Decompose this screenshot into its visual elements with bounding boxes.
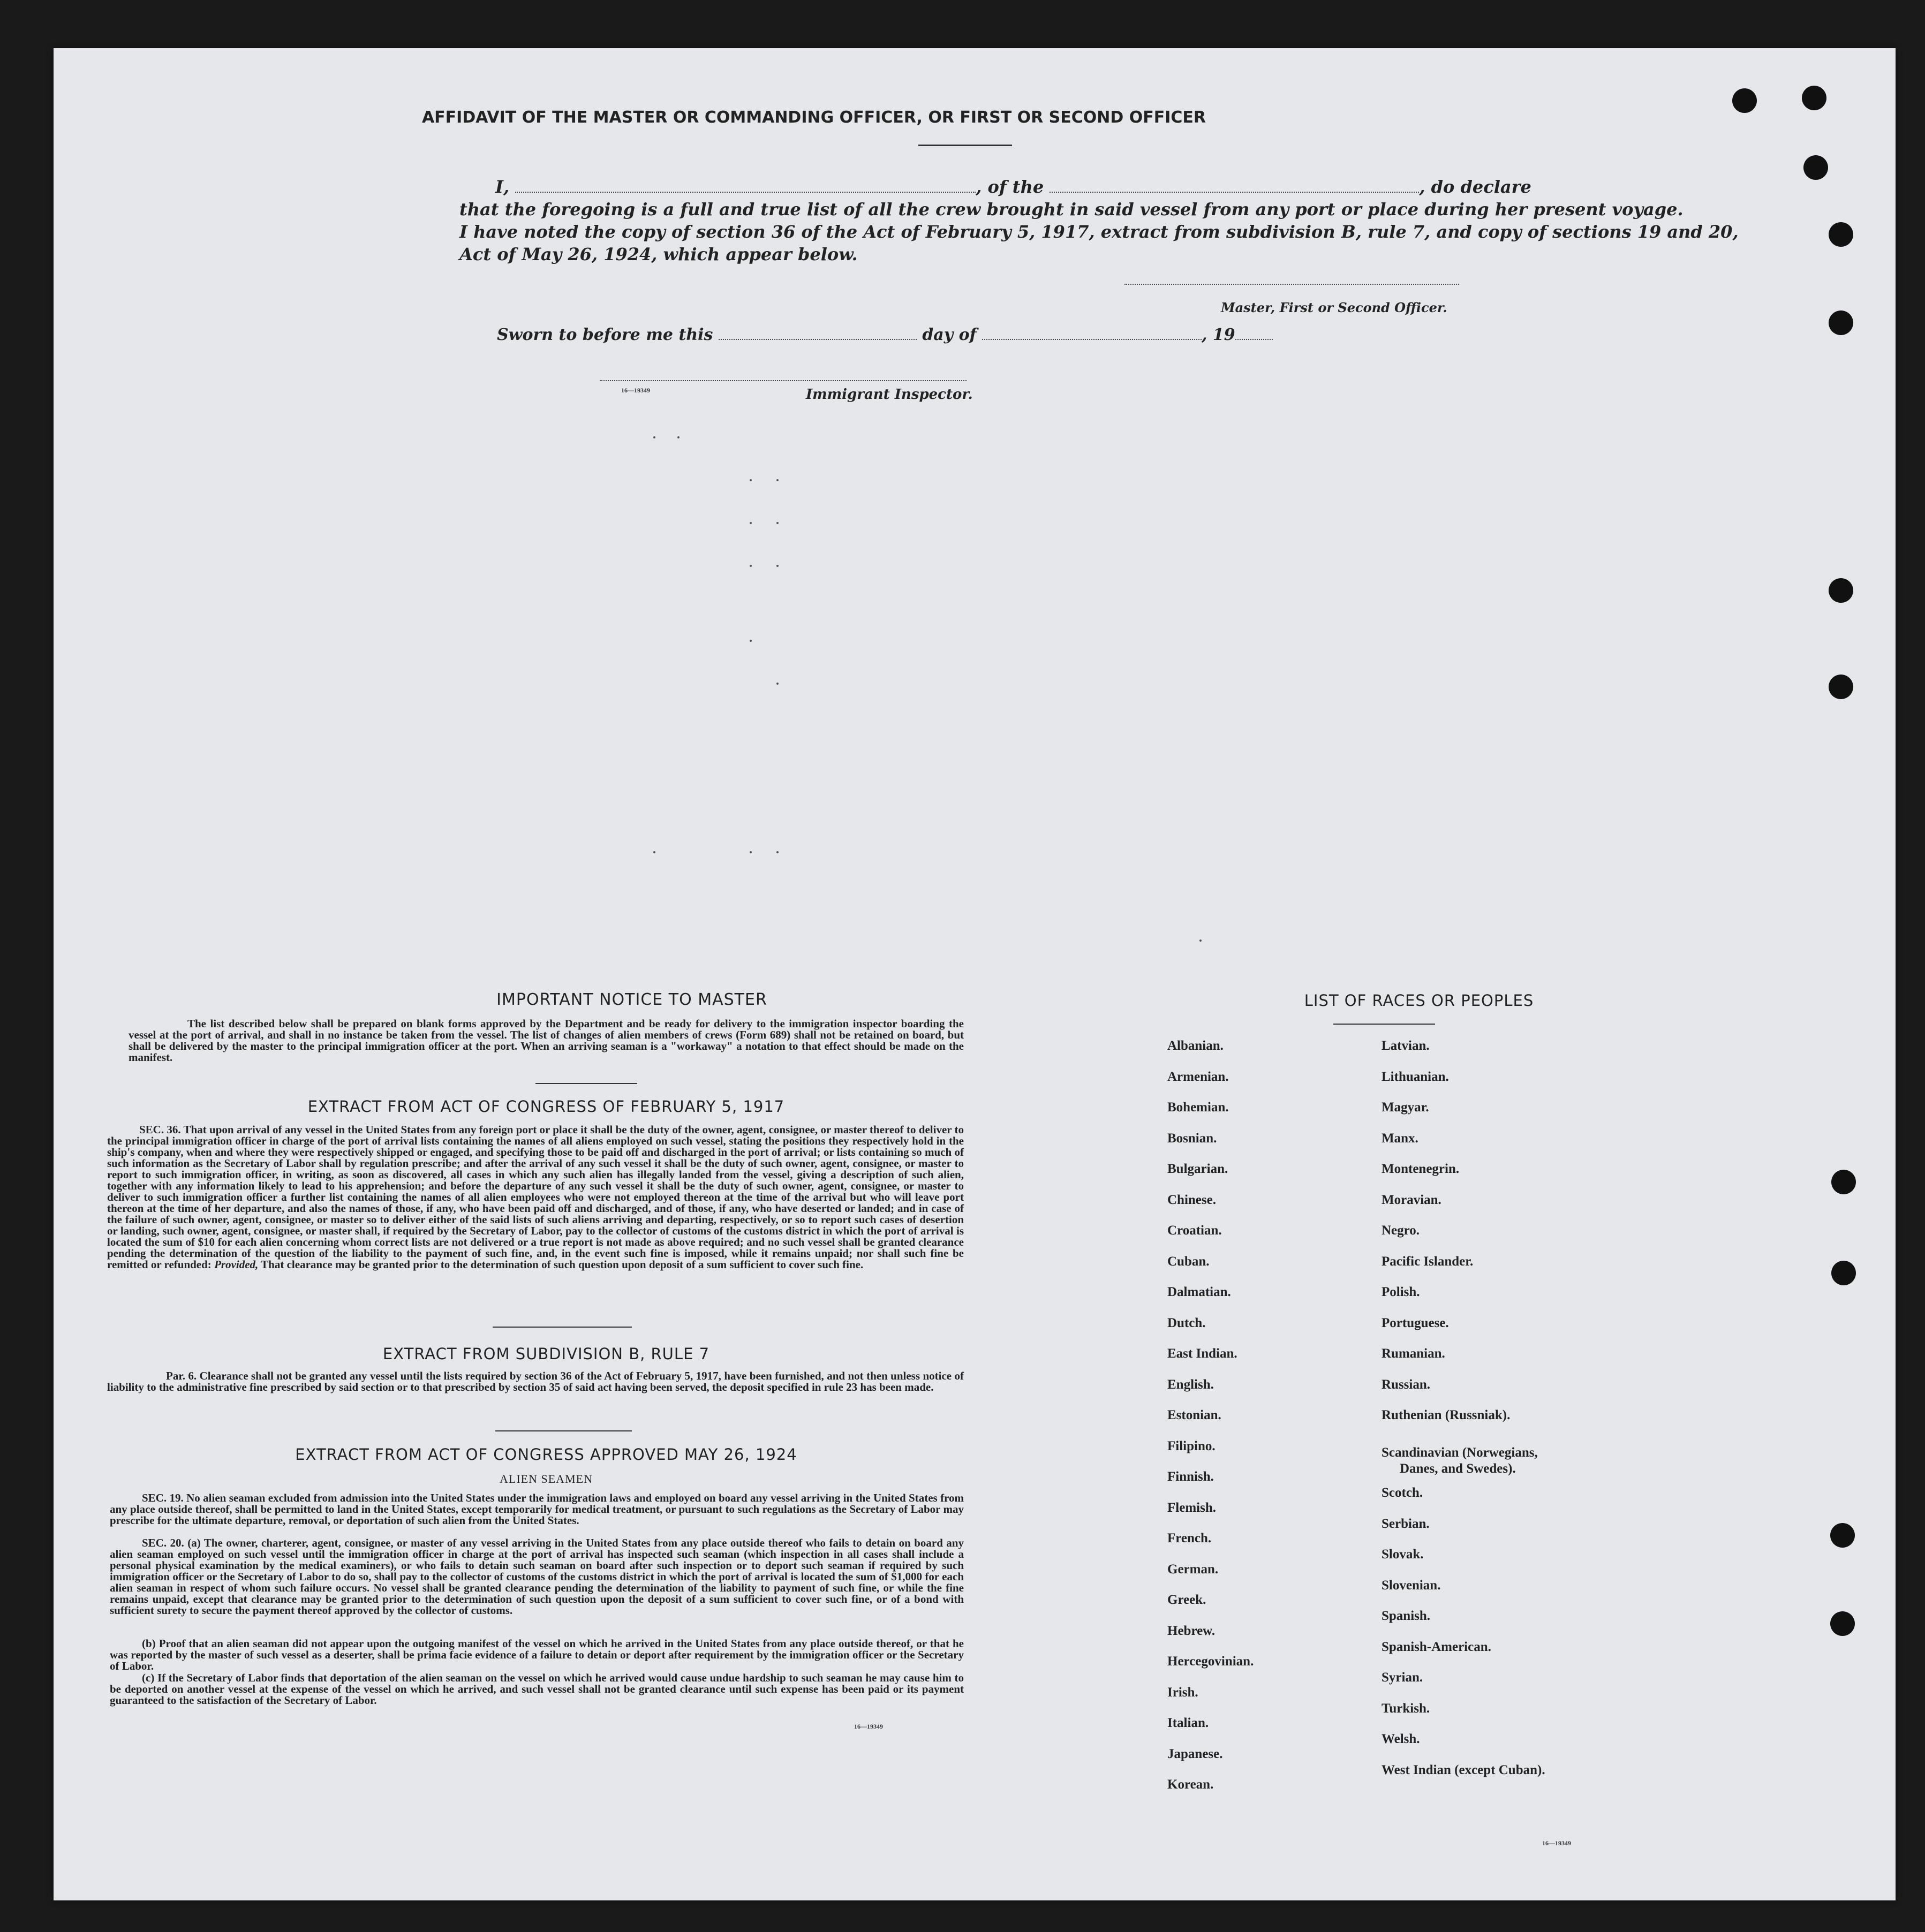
race-list-item: Negro. [1382, 1223, 1420, 1238]
inspector-label: Immigrant Inspector. [806, 387, 973, 403]
sworn-month-field[interactable] [982, 339, 1202, 340]
sec-20a-body: SEC. 20. (a) The owner, charterer, agent, consignee, or master of any vessel arriving in the United States from any place outside thereof who fails to detain on board any alien seaman employed on such vessel until the immigration officer in charge at the port of arrival has inspected such seaman (which inspection in all cases shall include a personal physical examination by the medical examiners), or who fails to detain such seaman on board after such inspection or to deport such seaman if required by such immigration officer or the Secretary of Labor to do so, shall pay to the collector of customs of the customs district in which the port of arrival is located the sum of $1,000 for each alien seaman in respect of whom such failure occurs. No vessel shall be granted clearance pending the determination of the liability to payment of such fine, or while the fine remains unpaid, except that clearance may be granted prior to the determination of such question upon the deposit of a sum sufficient to cover such fine, or of a bond with sufficient surety to secure the payment thereof approved by the collector of customs. [110, 1536, 964, 1617]
races-form-number: 16—19349 [1542, 1839, 1571, 1847]
race-list-item: Lithuanian. [1382, 1069, 1449, 1084]
notice-body: The list described below shall be prepared on blank forms approved by the Department and be ready for delivery to the immigration inspector boarding the vessel at the port of arrival, and shall in no instance be taken from the vessel. The list of changes of alien members of crews (Form 689) shall not be retained on board, but shall be delivered by the master to the principal immigration officer at the port. When an arriving seaman is a "workaway" a notation to that effect should be made on the manifest. [129, 1017, 964, 1064]
race-list-item: Scandinavian (Norwegians, [1382, 1445, 1538, 1460]
race-list-item: Latvian. [1382, 1039, 1430, 1053]
race-list-item: Russian. [1382, 1377, 1431, 1392]
vessel-field[interactable] [1050, 192, 1419, 193]
race-list-item: Moravian. [1382, 1192, 1441, 1207]
signature-field[interactable] [1124, 284, 1459, 285]
race-list-item: Chinese. [1167, 1192, 1216, 1207]
rule-7-divider [495, 1430, 632, 1431]
notice-title: IMPORTANT NOTICE TO MASTER [496, 990, 767, 1009]
race-list-item: Syrian. [1382, 1670, 1423, 1685]
extract-1917-body [107, 1124, 964, 1270]
race-list-item: Bohemian. [1167, 1100, 1229, 1115]
race-list-item: Korean. [1167, 1777, 1214, 1792]
sec-20b-body: (b) Proof that an alien seaman did not appear upon the outgoing manifest of the vessel on which he arrived in the United States from any place outside thereof, or that he was reported by the master of such vessel as a deserter, shall be prima facie evidence of a failure to detain or deport after requirement by the immigration officer or the Secretary of Labor. [110, 1637, 964, 1672]
document-sheet [54, 48, 1896, 1900]
punch-hole [1831, 1261, 1856, 1285]
race-list-item: Portuguese. [1382, 1315, 1449, 1330]
punch-hole [1830, 1611, 1855, 1636]
race-list-item: Croatian. [1167, 1223, 1222, 1238]
sworn-year-field[interactable] [1235, 339, 1273, 340]
punch-hole [1829, 310, 1853, 335]
races-right-column [1382, 1039, 1649, 1842]
race-list-item: Magyar. [1382, 1100, 1429, 1115]
race-list-item: Welsh. [1382, 1732, 1420, 1746]
sec-19-body: SEC. 19. No alien seaman excluded from admission into the United States under the immigration laws and employed on board any vessel arriving in the United States from any place outside thereof, shall be permitted to land in the United States, except temporarily for medical treatment, or pursuant to such regulations as the Secretary of Labor may prescribe for the ultimate departure, removal, or deportation of such alien from the United States. [110, 1491, 964, 1527]
punch-hole [1829, 222, 1853, 247]
race-list-item: Montenegrin. [1382, 1162, 1460, 1176]
race-list-item: Hercegovinian. [1167, 1654, 1254, 1669]
punch-hole [1829, 675, 1853, 699]
races-title: LIST OF RACES OR PEOPLES [1304, 991, 1534, 1010]
punch-hole [1830, 1523, 1855, 1548]
affidavit-line2: that the foregoing is a full and true list of all the crew brought in said vessel from any port or place during her present voyage. [459, 199, 1684, 219]
race-list-item: French. [1167, 1531, 1212, 1545]
race-list-item: Cuban. [1167, 1254, 1210, 1269]
punch-hole [1802, 86, 1826, 110]
race-list-item: Ruthenian (Russniak). [1382, 1408, 1511, 1422]
rule-7-title: EXTRACT FROM SUBDIVISION B, RULE 7 [382, 1345, 710, 1363]
extract-1924-title: EXTRACT FROM ACT OF CONGRESS APPROVED MAY 26, 1924 [295, 1445, 797, 1464]
race-list-item: Danes, and Swedes). [1400, 1461, 1516, 1476]
signature-label: Master, First or Second Officer. [1221, 300, 1447, 315]
punch-hole [1803, 155, 1828, 180]
race-list-item: Greek. [1167, 1593, 1206, 1607]
race-list-item: Estonian. [1167, 1408, 1221, 1422]
race-list-item: Spanish-American. [1382, 1639, 1491, 1654]
race-list-item: Japanese. [1167, 1746, 1223, 1761]
race-list-item: German. [1167, 1562, 1219, 1577]
sworn-day-field[interactable] [719, 339, 917, 340]
notice-divider [535, 1083, 637, 1084]
race-list-item: Slovenian. [1382, 1578, 1441, 1593]
race-list-item: Bulgarian. [1167, 1162, 1228, 1176]
race-list-item: Hebrew. [1167, 1623, 1216, 1638]
extract-1924-subtitle: ALIEN SEAMEN [500, 1472, 593, 1486]
races-left-column [1167, 1039, 1360, 1842]
affidavit-line4: Act of May 26, 1924, which appear below. [459, 244, 858, 264]
race-list-item: Italian. [1167, 1716, 1209, 1730]
race-list-item: Serbian. [1382, 1516, 1430, 1531]
name-field[interactable] [515, 192, 976, 193]
race-list-item: East Indian. [1167, 1346, 1237, 1361]
race-list-item: Spanish. [1382, 1609, 1431, 1623]
extract-1917-text: SEC. 36. That upon arrival of any vessel in the United States from any foreign port or place it shall be the duty of the owner, agent, consignee, or master thereof to deliver to the principal immigration officer in charge of the port of arrival lists containing the names of all aliens employed on such vessel, stating the positions they respectively hold in the ship's company, when and where they were respectively shipped or engaged, and specifying those to be paid off and discharged in the port of arrival; or lists containing so much of such information as the Secretary of Labor shall by regulation prescribe; and after the arrival of any such vessel it shall be the duty of such owner, agent, consignee, or master to report to such immigration officer, in writing, as soon as discovered, all cases in which any such alien has illegally landed from the vessel, giving a description of such alien, together with any information likely to lead to his apprehension; and before the departure of any such vessel it shall be the duty of such owner, agent, consignee, or master to deliver to such immigration officer a further list containing the names of all alien employees who were not employed thereon at the time of the arrival but who will leave port thereon at the time of her departure, and also the names of those, if any, who have been paid off and discharged, and of those, if any, who have deserted or landed; and in case of the failure of such owner, agent, consignee, or master so to deliver either of the said lists of such aliens arriving and departing, respectively, or so to report such cases of desertion or landing, such owner, agent, consignee, or master shall, if required by the Secretary of Labor, pay to the collector of customs of the customs district in which the port of arrival is located the sum of $10 for each alien concerning whom correct lists are not delivered or a true report is not made as above required; and no such vessel shall be granted clearance pending the determination of the question of the liability to the payment of such fine, and, in the event such fine is imposed, while it remains unpaid; nor shall such fine be remitted or refunded: [107, 1123, 964, 1271]
race-list-item: West Indian (except Cuban). [1382, 1762, 1545, 1777]
race-list-item: Polish. [1382, 1285, 1420, 1299]
punch-hole [1732, 88, 1757, 113]
race-list-item: Filipino. [1167, 1438, 1216, 1453]
extract-1917-proviso: Provided, [214, 1258, 259, 1271]
race-list-item: Scotch. [1382, 1486, 1423, 1500]
race-list-item: Bosnian. [1167, 1131, 1217, 1146]
extract-1924-form-number: 16—19349 [854, 1723, 883, 1730]
title-divider [918, 145, 1012, 146]
race-list-item: Dutch. [1167, 1315, 1206, 1330]
race-list-item: Dalmatian. [1167, 1285, 1231, 1299]
race-list-item: Flemish. [1167, 1500, 1216, 1515]
extract-1917-divider [493, 1327, 632, 1328]
race-list-item: Turkish. [1382, 1701, 1430, 1716]
race-list-item: Irish. [1167, 1685, 1198, 1700]
inspector-signature-field[interactable] [600, 380, 967, 381]
race-list-item: Finnish. [1167, 1469, 1214, 1484]
affidavit-title: AFFIDAVIT OF THE MASTER OR COMMANDING OFFICER, OR FIRST OR SECOND OFFICER [421, 108, 1206, 127]
day-of-label: day of [922, 325, 977, 344]
affidavit-line1 [495, 177, 1539, 197]
affidavit-line3: I have noted the copy of section 36 of the Act of February 5, 1917, extract from subdivision B, rule 7, and copy of sections 19 and 20, [459, 222, 1739, 242]
race-list-item: English. [1167, 1377, 1214, 1392]
race-list-item: Rumanian. [1382, 1346, 1445, 1361]
race-list-item: Manx. [1382, 1131, 1418, 1146]
punch-hole [1831, 1170, 1856, 1194]
race-list-item: Pacific Islander. [1382, 1254, 1474, 1269]
affidavit-form-number: 16—19349 [621, 387, 650, 394]
extract-1917-text-end: That clearance may be granted prior to the determination of such question upon deposit of a sum sufficient to cover such fine. [261, 1258, 864, 1271]
extract-1917-title: EXTRACT FROM ACT OF CONGRESS OF FEBRUARY 5, 1917 [307, 1097, 785, 1116]
affidavit-i-label: I, [495, 177, 510, 197]
punch-hole [1829, 578, 1853, 603]
race-list-item: Slovak. [1382, 1547, 1424, 1562]
sworn-label: Sworn to before me this [497, 325, 713, 344]
race-list-item: Albanian. [1167, 1039, 1224, 1053]
sworn-line [497, 325, 1300, 344]
race-list-item: Armenian. [1167, 1069, 1229, 1084]
sec-20c-body: (c) If the Secretary of Labor finds that deportation of the alien seaman on the vessel on which he arrived would cause undue hardship to such seaman he may cause him to be deported on another vessel at the expense of the vessel on which he arrived, and such vessel shall not be granted clearance until such expense has been paid or its payment guaranteed to the satisfaction of the Secretary of Labor. [110, 1671, 964, 1707]
races-divider [1333, 1024, 1435, 1025]
year-prefix: , 19 [1202, 325, 1235, 344]
rule-7-body: Par. 6. Clearance shall not be granted any vessel until the lists required by section 36 of the Act of February 5, 1917, have been furnished, and not then unless notice of liability to the administrative fine prescribed by said section or to that prescribed by section 35 of said act having been served, the deposit specified in rule 23 has been made. [107, 1369, 964, 1393]
affidavit-declare-label: , do declare [1419, 177, 1531, 197]
affidavit-of-the-label: , of the [976, 177, 1044, 197]
